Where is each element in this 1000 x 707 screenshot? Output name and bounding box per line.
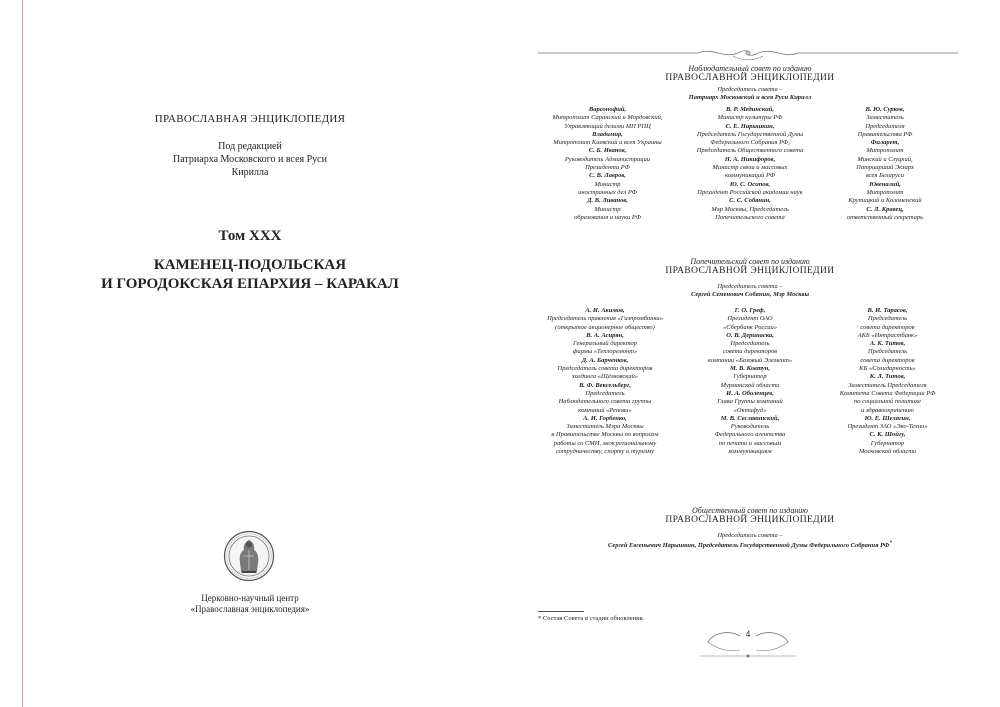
member-post: Митрополит bbox=[866, 188, 904, 196]
member-post: по печати и массовым bbox=[718, 439, 782, 447]
member-post: Министр bbox=[594, 180, 621, 188]
member-post: Председателя bbox=[865, 122, 905, 130]
member-name: Ю. С. Осипов, bbox=[729, 180, 771, 188]
member-post: «Октифуд» bbox=[733, 406, 767, 414]
member-post: Губернатор bbox=[870, 439, 905, 447]
volume-title-line: КАМЕНЕЦ-ПОДОЛЬСКАЯ bbox=[153, 257, 347, 273]
member-name: М. В. Ковтун, bbox=[730, 365, 770, 373]
trustees-column-1 bbox=[530, 307, 680, 456]
member-post: Председатель bbox=[867, 315, 908, 323]
member-post: Руководитель bbox=[730, 423, 770, 431]
member-post: Минский и Слуцкий, bbox=[857, 155, 913, 163]
chair-name: Сергей Евгеньевич Нарышкин, Председатель Государственной Думы Федерального Собрания РФ bbox=[608, 542, 890, 550]
member-name: В. Ю. Сурков, bbox=[865, 106, 905, 113]
member-post: Попечительского совета bbox=[715, 213, 785, 221]
member-post: Митрополит bbox=[866, 147, 904, 155]
footnote-rule bbox=[538, 611, 584, 612]
member-post: Министр связи и массовых bbox=[712, 164, 788, 172]
member-name: В. Р. Мединский, bbox=[725, 106, 775, 113]
member-post: Председатель bbox=[867, 348, 908, 356]
member-post: компании «Базовый Элемент» bbox=[707, 356, 793, 364]
member-post: фирмы «Теплоремонт» bbox=[572, 348, 638, 356]
member-post: Мэр Москвы, Председатель bbox=[711, 205, 789, 213]
public-chair bbox=[540, 532, 960, 551]
member-name: С. В. Лавров, bbox=[589, 172, 626, 180]
member-post: совета директоров bbox=[722, 348, 778, 356]
member-name: И. А. Оболенцев, bbox=[726, 389, 774, 397]
footnote: * Состав Совета в стадии обновления. bbox=[538, 615, 645, 622]
member-name: О. В. Дерипаска, bbox=[726, 331, 774, 339]
trustees-chair bbox=[600, 283, 900, 300]
page-edge-line bbox=[22, 0, 23, 707]
volume-title-line: И ГОРОДОКСКАЯ ЕПАРХИЯ – КАРАКАЛ bbox=[101, 276, 399, 292]
member-post: Президент Российской академии наук bbox=[697, 188, 803, 196]
member-post: Президента РФ bbox=[585, 164, 630, 172]
supervisory-column-3 bbox=[830, 106, 940, 222]
publisher-line: «Православная энциклопедия» bbox=[190, 604, 310, 614]
member-post: коммуникаций РФ bbox=[725, 172, 775, 180]
member-name: Варсонофий, bbox=[588, 106, 627, 113]
member-post: Наблюдательного совета группы bbox=[558, 398, 652, 406]
supervisory-column-1 bbox=[545, 106, 670, 222]
member-post: Митрополит Киевский и всея Украины bbox=[553, 139, 662, 147]
member-name: А. И. Горбенко, bbox=[583, 414, 627, 422]
member-post: Московской области bbox=[858, 448, 917, 456]
editor-line: Патриарха Московского и всея Руси bbox=[173, 154, 327, 165]
member-post: коммуникациям bbox=[728, 448, 772, 456]
chair-label: Председатель совета – bbox=[717, 283, 783, 290]
member-post: и здравоохранению bbox=[861, 406, 914, 414]
trustees-heading: Попечительский совет по изданию bbox=[690, 257, 810, 266]
member-post: «Сбербанк России» bbox=[723, 323, 777, 331]
series-title: ПРАВОСЛАВНАЯ ЭНЦИКЛОПЕДИЯ bbox=[154, 113, 346, 125]
member-post: Председатель bbox=[585, 389, 625, 397]
member-name: Ювеналий, bbox=[869, 180, 901, 188]
chair-name-line bbox=[540, 540, 960, 550]
member-post: совета директоров bbox=[860, 323, 915, 331]
member-post: иностранных дел РФ bbox=[578, 188, 637, 196]
member-post: Федерального агентства bbox=[714, 431, 786, 439]
member-post: Президент ЗАО «Эко-Техно» bbox=[847, 423, 928, 431]
member-post: Председатель Общественного совета bbox=[696, 147, 804, 155]
member-name: В. Ф. Вексельберг, bbox=[579, 381, 631, 389]
trustees-column-2 bbox=[680, 307, 820, 456]
member-post: образования и науки РФ bbox=[574, 213, 641, 221]
member-name: В. И. Тарасов, bbox=[867, 307, 908, 314]
member-post: КБ «Солидарность» bbox=[859, 365, 916, 373]
member-name: Г. О. Греф, bbox=[734, 307, 766, 314]
member-post: сотрудничеству, спорту и туризму bbox=[555, 448, 655, 456]
member-post: Митрополит Саранский и Мордовский, bbox=[552, 114, 663, 122]
member-post: Управляющий делами МП РПЦ bbox=[564, 122, 651, 130]
member-name: С. Е. Нарышкин, bbox=[725, 122, 775, 130]
editor-line: Под редакцией bbox=[218, 141, 282, 152]
public-heading-caps: ПРАВОСЛАВНОЙ ЭНЦИКЛОПЕДИИ bbox=[665, 515, 835, 525]
member-post: Министр bbox=[594, 205, 621, 213]
member-name: А. К. Титов, bbox=[869, 340, 906, 348]
member-post: Председатель bbox=[730, 340, 770, 348]
member-name: Филарет, bbox=[870, 139, 900, 147]
member-name: С. Б. Иванов, bbox=[588, 147, 627, 155]
member-name: М. В. Сеславинский, bbox=[720, 414, 780, 422]
supervisory-chair bbox=[600, 86, 900, 103]
member-post: Комитета Совета Федерации РФ bbox=[839, 389, 936, 397]
member-post: АКБ «Интрастбанк» bbox=[857, 331, 918, 339]
supervisory-heading-caps: ПРАВОСЛАВНОЙ ЭНЦИКЛОПЕДИИ bbox=[665, 73, 835, 83]
member-name: С. К. Шойгу, bbox=[869, 431, 906, 439]
member-post: Президент ОАО bbox=[727, 315, 773, 323]
member-post: работы со СМИ, межрегиональному bbox=[553, 439, 657, 447]
supervisory-column-2 bbox=[670, 106, 830, 222]
editor-line: Кирилла bbox=[231, 167, 269, 178]
member-post: ответственный секретарь bbox=[846, 213, 924, 221]
publisher-seal-icon bbox=[223, 530, 275, 582]
member-post: Заместитель Мэра Москвы bbox=[566, 423, 644, 431]
member-post: Федерального Собрания РФ, bbox=[710, 139, 790, 147]
member-post: Губернатор bbox=[733, 373, 767, 381]
publisher-line: Церковно-научный центр bbox=[201, 593, 299, 603]
member-post: Министр культуры РФ bbox=[717, 114, 783, 122]
member-post: по социальной политике bbox=[853, 398, 922, 406]
member-post: Заместитель bbox=[866, 114, 904, 122]
member-name: Д. А. Барченков, bbox=[581, 356, 629, 364]
member-post: Председатель правления «Газпромбанка» bbox=[547, 315, 663, 323]
volume-number: Том XXX bbox=[218, 228, 282, 244]
member-post: Председатель совета директоров bbox=[557, 365, 653, 373]
public-heading: Общественный совет по изданию bbox=[692, 506, 808, 515]
member-name: А. И. Акимов, bbox=[585, 307, 625, 314]
member-post: всея Беларуси bbox=[866, 172, 904, 180]
chair-label: Председатель совета – bbox=[717, 532, 783, 539]
trustees-column-3 bbox=[825, 307, 950, 456]
footnote-mark: * bbox=[889, 541, 892, 547]
page-number: 4 bbox=[745, 629, 751, 639]
chair-name: Сергей Семенович Собянин, Мэр Москвы bbox=[691, 291, 809, 299]
member-name: С. С. Собянин, bbox=[729, 197, 771, 205]
member-name: В. А. Асирян, bbox=[586, 331, 624, 339]
member-post: Правительства РФ bbox=[857, 130, 913, 138]
member-post: компаний «Ренова» bbox=[578, 406, 632, 414]
chair-label: Председатель совета – bbox=[717, 86, 783, 93]
supervisory-heading: Наблюдательный совет по изданию bbox=[688, 64, 812, 73]
member-post: холдинга «Щёлковский» bbox=[571, 373, 639, 381]
member-name: Ю. Е. Шелягин, bbox=[864, 414, 911, 422]
chair-name: Патриарх Московский и всея Руси Кирилл bbox=[688, 94, 812, 102]
member-post: Глава Группы компаний bbox=[717, 398, 783, 406]
member-name: К. Л. Титов, bbox=[869, 373, 906, 381]
member-name: С. Л. Кравец, bbox=[866, 205, 904, 213]
member-post: (открытое акционерное общество) bbox=[555, 323, 655, 331]
member-post: Заместитель Председателя bbox=[848, 381, 927, 389]
member-post: Генеральный директор bbox=[572, 340, 638, 348]
trustees-heading-caps: ПРАВОСЛАВНОЙ ЭНЦИКЛОПЕДИИ bbox=[665, 266, 835, 276]
member-post: Крутицкий и Коломенский bbox=[848, 197, 922, 205]
member-post: совета директоров bbox=[860, 356, 915, 364]
member-name: Д. В. Ливанов, bbox=[587, 197, 628, 205]
member-name: Владимир, bbox=[592, 130, 623, 138]
member-post: Руководитель Администрации bbox=[564, 155, 651, 163]
member-name: Н. А. Никифоров, bbox=[724, 155, 776, 163]
member-post: в Правительстве Москвы по вопросам bbox=[551, 431, 659, 439]
member-post: Председатель Государственной Думы bbox=[696, 130, 804, 138]
member-post: Мурманской области bbox=[720, 381, 780, 389]
member-post: Патриарший Экзарх bbox=[856, 164, 914, 172]
